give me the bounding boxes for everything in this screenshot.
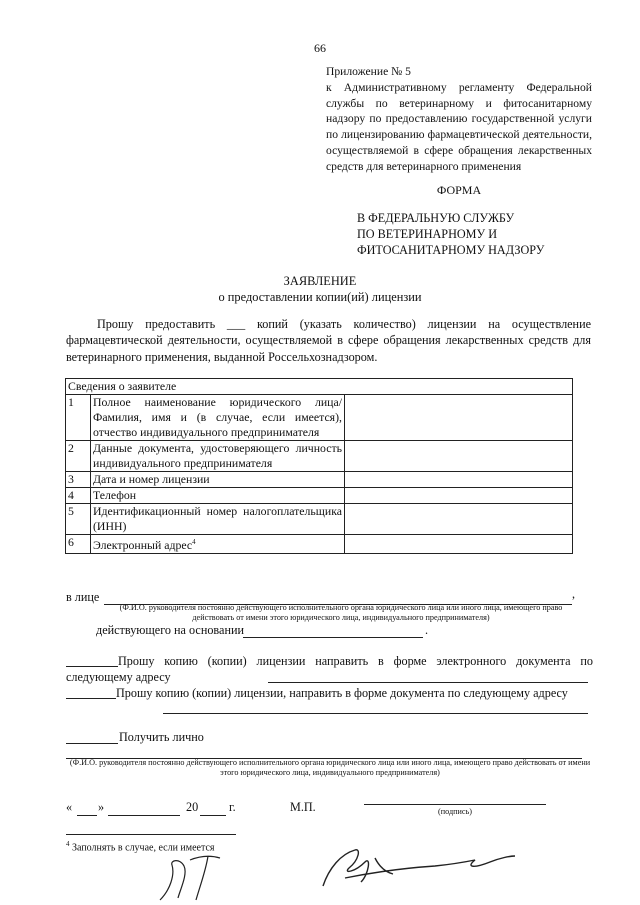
option-personal-text: Получить лично — [119, 730, 204, 744]
footnote-divider — [66, 834, 236, 835]
row-value-field[interactable] — [345, 395, 573, 441]
row-number: 5 — [66, 504, 91, 535]
request-text-start: Прошу предоставить — [97, 317, 216, 331]
appendix-block — [326, 64, 592, 175]
date-close-quote: » — [98, 800, 105, 814]
addressee — [357, 210, 597, 258]
row-label: Телефон — [91, 488, 345, 504]
in-person-label: в лице — [66, 590, 100, 604]
document-heading — [0, 273, 640, 305]
row-label: Полное наименование юридического лица/ Фамилия, имя и (в случае, если имеется), отчество индивидуального предпринимателя — [91, 395, 345, 441]
date-year-field[interactable] — [200, 815, 226, 816]
page-number: 66 — [314, 41, 326, 55]
basis-field[interactable] — [243, 637, 423, 638]
copies-count-blank[interactable]: ___ — [226, 317, 246, 331]
footnote-ref: 4 — [192, 538, 196, 546]
table-row — [66, 441, 573, 472]
basis-end: . — [425, 623, 429, 637]
row-label: Идентификационный номер налогоплательщика (ИНН) — [91, 504, 345, 535]
appendix-title: Приложение № 5 — [326, 65, 411, 78]
date-year-suffix: г. — [229, 800, 236, 814]
form-label: ФОРМА — [436, 183, 482, 197]
request-paragraph — [66, 316, 591, 365]
date-month-field[interactable] — [108, 815, 180, 816]
table-row — [66, 472, 573, 488]
date-day-field[interactable] — [77, 815, 97, 816]
footnote-mark: 4 — [66, 840, 70, 848]
row-value-field[interactable] — [345, 472, 573, 488]
applicant-info-table — [65, 378, 573, 554]
table-row — [66, 395, 573, 441]
handwritten-signature — [315, 838, 525, 900]
signature-hint: (подпись) — [438, 807, 472, 816]
row-value-field[interactable] — [345, 535, 573, 554]
stamp-label: М.П. — [290, 800, 316, 814]
footnote-text: Заполнять в случае, если имеется — [72, 842, 215, 854]
table-row — [66, 535, 573, 554]
signature-field[interactable] — [364, 804, 546, 805]
row-value-field[interactable] — [345, 441, 573, 472]
handwritten-initials — [150, 850, 240, 905]
basis-label: действующего на основании — [96, 623, 245, 637]
row-value-field[interactable] — [345, 488, 573, 504]
option-paper-text: Прошу копию (копии) лицензии, направить в форме документа по следующему адресу — [116, 686, 568, 700]
addressee-line: ФИТОСАНИТАРНОМУ НАДЗОРУ — [357, 243, 545, 257]
row-label-text: Электронный адрес — [93, 537, 193, 552]
table-header-row — [66, 379, 573, 395]
row-number: 6 — [66, 535, 91, 554]
table-header: Сведения о заявителе — [66, 379, 573, 395]
paper-address-field[interactable] — [163, 713, 588, 714]
in-person-comma: , — [572, 587, 576, 601]
table-row — [66, 504, 573, 535]
signer-hint: (Ф.И.О. руководителя постоянно действующего исполнительного органа юридического лица или иного лица, имеющего право действовать от имени этого юридического лица, индивидуального предпринимателя) — [69, 758, 591, 777]
request-text-end: копий (указать количество) лицензии на осуществление фармацевтической деятельности, осуществляемой в сфере обращения лекарственных средств для ветеринарного применения, выданной Россельхознадзором. — [66, 317, 592, 364]
row-label — [91, 535, 345, 554]
document-title: ЗАЯВЛЕНИЕ — [283, 274, 357, 288]
appendix-text: к Административному регламенту Федеральной службы по ветеринарному и фитосанитарному надзору по предоставлению государственной услуги по лицензированию фармацевтической деятельности, осуществляемой в сфере обращения лекарственных средств для ветеринарного применения — [326, 80, 592, 173]
electronic-address-field[interactable] — [268, 682, 588, 683]
row-number: 2 — [66, 441, 91, 472]
representative-hint: (Ф.И.О. руководителя постоянно действующего исполнительного органа юридического лица или иного лица, имеющего право действовать от имени этого юридического лица, индивидуального предпринимателя) — [119, 603, 563, 622]
option-electronic-text: Прошу копию (копии) лицензии направить в форме электронного документа по следующему адресу — [66, 654, 593, 684]
document-subtitle: о предоставлении копии(ий) лицензии — [218, 290, 422, 304]
row-number: 3 — [66, 472, 91, 488]
addressee-line: В ФЕДЕРАЛЬНУЮ СЛУЖБУ — [357, 211, 515, 225]
row-value-field[interactable] — [345, 504, 573, 535]
table-row — [66, 488, 573, 504]
personal-option-mark[interactable] — [66, 743, 118, 744]
row-label: Дата и номер лицензии — [91, 472, 345, 488]
date-year-prefix: 20 — [186, 800, 199, 814]
row-number: 4 — [66, 488, 91, 504]
row-number: 1 — [66, 395, 91, 441]
row-label: Данные документа, удостоверяющего личность индивидуального предпринимателя — [91, 441, 345, 472]
date-open-quote: « — [66, 800, 73, 814]
addressee-line: ПО ВЕТЕРИНАРНОМУ И — [357, 227, 497, 241]
